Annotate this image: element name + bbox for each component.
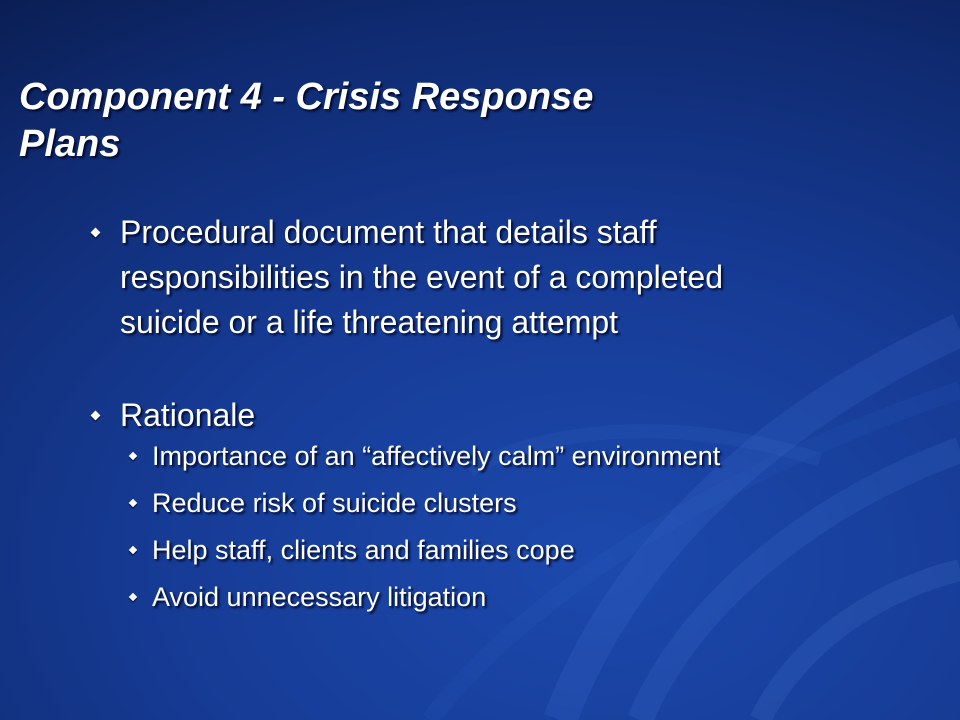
sub-bullet-text: Importance of an “affectively calm” environment: [152, 441, 721, 471]
diamond-bullet-icon: [129, 546, 137, 554]
bullet-rationale: [88, 393, 908, 438]
diamond-bullet-icon: [129, 452, 137, 460]
sub-bullet-text: Reduce risk of suicide clusters: [152, 488, 517, 518]
slide-title-line-2: Plans: [19, 123, 121, 165]
bullet-line-3: suicide or a life threatening attempt: [120, 304, 619, 340]
bullet-line-1: Procedural document that details staff: [120, 214, 657, 250]
sub-bullet-help-cope: [128, 535, 908, 565]
sub-bullet-text: Avoid unnecessary litigation: [152, 582, 487, 612]
slide-title: [19, 74, 819, 168]
rationale-sublist: [128, 441, 908, 612]
bullet-procedural-document: [88, 210, 908, 345]
diamond-bullet-icon: [129, 499, 137, 507]
slide-title-line-1: Component 4 - Crisis Response: [19, 76, 594, 118]
diamond-bullet-icon: [91, 411, 101, 421]
bullet-rationale-text: Rationale: [120, 397, 256, 433]
sub-bullet-calm-environment: [128, 441, 908, 471]
slide-body: [88, 210, 908, 629]
sub-bullet-text: Help staff, clients and families cope: [152, 535, 575, 565]
diamond-bullet-icon: [129, 593, 137, 601]
sub-bullet-avoid-litigation: [128, 582, 908, 612]
bullet-line-2: responsibilities in the event of a completed: [120, 259, 724, 295]
sub-bullet-suicide-clusters: [128, 488, 908, 518]
diamond-bullet-icon: [91, 228, 101, 238]
